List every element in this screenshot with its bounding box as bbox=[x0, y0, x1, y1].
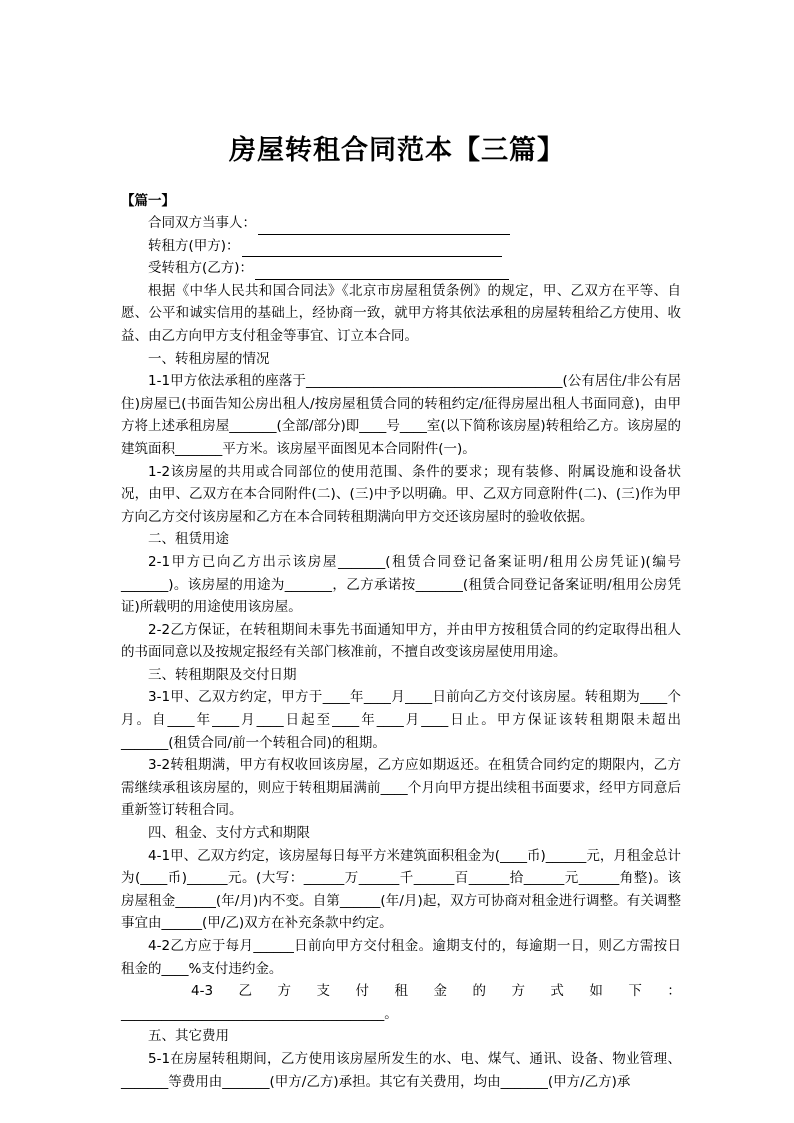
party-line bbox=[121, 235, 681, 258]
spread-word: 如 bbox=[589, 983, 603, 1000]
spread-word: 乙 bbox=[238, 983, 253, 1000]
spread-word: 付 bbox=[355, 983, 369, 1000]
page-title: 房屋转租合同范本【三篇】 bbox=[229, 135, 565, 166]
paragraph: 根据《中华人民共和国合同法》《北京市房屋租赁条例》的规定，甲、乙双方在平等、自愿、公平和诚实信用的基础上，经协商一致，就甲方将其依法承租的房屋转租给乙方使用、收益、由乙方向甲方支付租金等事宜、订立本合同。 bbox=[121, 282, 681, 344]
spread-word: 租 bbox=[394, 983, 408, 1000]
blank-line: _______________________________________。 bbox=[121, 1005, 398, 1022]
paragraph: 2-2乙方保证，在转租期间未事先书面通知甲方，并由甲方按租赁合同的约定取得出租人的书面同意以及按规定报经有关部门核准前，不擅自改变该房屋使用用途。 bbox=[121, 621, 681, 661]
paragraph: 4-2乙方应于每月______日前向甲方交付租金。逾期支付的，每逾期一日，则乙方需按日租金的____%支付违约金。 bbox=[121, 938, 681, 977]
party-label: 转租方(甲方)： bbox=[148, 237, 240, 254]
party-blank bbox=[242, 240, 502, 257]
spread-word: 方 bbox=[511, 983, 525, 1000]
heading: 五、其它费用 bbox=[148, 1028, 229, 1045]
spread-line bbox=[121, 980, 681, 1003]
paragraph: 5-1在房屋转租期间，乙方使用该房屋所发生的水、电、煤气、通讯、设备、物业管理、_______等费用由_______(甲方/乙方)承担。其它有关费用，均由_______(甲方/乙方)承 bbox=[121, 1050, 681, 1090]
heading: 四、租金、支付方式和期限 bbox=[148, 825, 310, 842]
spread-word: 4-3 bbox=[191, 983, 214, 1000]
heading: 三、转租期限及交付日期 bbox=[148, 666, 297, 683]
party-line bbox=[121, 212, 681, 235]
party-blank bbox=[255, 263, 509, 280]
spread-word: 下 bbox=[628, 983, 642, 1000]
paragraph: 4-1甲、乙双方约定，该房屋每日每平方米建筑面积租金为(____币)______元，月租金总计为(____币)______元。(大写：______万______千______百______拾______元______角整)。该房屋租金______(年/月)内不变。自第______(年/月)起，双方可协商对租金进行调整。有关调整事宜由______(甲/乙)双方在补充条款中约定。 bbox=[121, 847, 681, 932]
heading: 一、转租房屋的情况 bbox=[148, 350, 270, 367]
heading: 二、租赁用途 bbox=[148, 531, 229, 548]
party-blank bbox=[258, 218, 510, 235]
party-line bbox=[121, 257, 681, 280]
party-label: 合同双方当事人： bbox=[148, 215, 256, 231]
spread-word: 的 bbox=[472, 983, 486, 1000]
spread-word: ： bbox=[667, 983, 681, 1000]
paragraph: 2-1甲方已向乙方出示该房屋_______(租赁合同登记备案证明/租用公房凭证)(编号_______)。该房屋的用途为_______，乙方承诺按_______(租赁合同登记备案证明/租用公房凭证)所载明的用途使用该房屋。 bbox=[121, 553, 681, 616]
spread-word: 方 bbox=[277, 983, 292, 1000]
paragraph: 3-1甲、乙双方约定，甲方于____年____月____日前向乙方交付该房屋。转租期为____个月。自____年____月____日起至____年____月____日止。甲方保证该转租期限未超出_______(租赁合同/前一个转租合同)的租期。 bbox=[121, 689, 681, 751]
spread-word: 支 bbox=[316, 983, 331, 1000]
paragraph: 1-2该房屋的共用或合同部位的使用范围、条件的要求；现有装修、附属设施和设备状况，由甲、乙双方在本合同附件(二)、(三)中予以明确。甲、乙双方同意附件(二)、(三)作为甲方向乙方交付该房屋和乙方在本合同转租期满向甲方交还该房屋时的验收依据。 bbox=[121, 463, 681, 525]
spread-word: 金 bbox=[433, 983, 447, 1000]
party-label: 受转租方(乙方)： bbox=[148, 260, 254, 277]
section-label: 【篇一】 bbox=[121, 193, 175, 209]
paragraph: 1-1甲方依法承租的座落于______________________________________(公有居住/非公有居住)房屋已(书面告知公房出租人/按房屋租赁合同的转租约定/征得房屋出租人书面同意)，由甲方将上述承租房屋_______(全部/部分)即____号____室(以下简称该房屋)转租给乙方。该房屋的建筑面积_______平方米。该房屋平面图见本合同附件(一)。 bbox=[121, 373, 681, 457]
document-body bbox=[121, 190, 681, 1093]
paragraph: 3-2转租期满，甲方有权收回该房屋，乙方应如期返还。在租赁合同约定的期限内，乙方需继续承租该房屋的，则应于转租期届满前____个月向甲方提出续租书面要求，经甲方同意后重新签订转租合同。 bbox=[121, 757, 681, 819]
spread-word: 式 bbox=[550, 983, 564, 1000]
